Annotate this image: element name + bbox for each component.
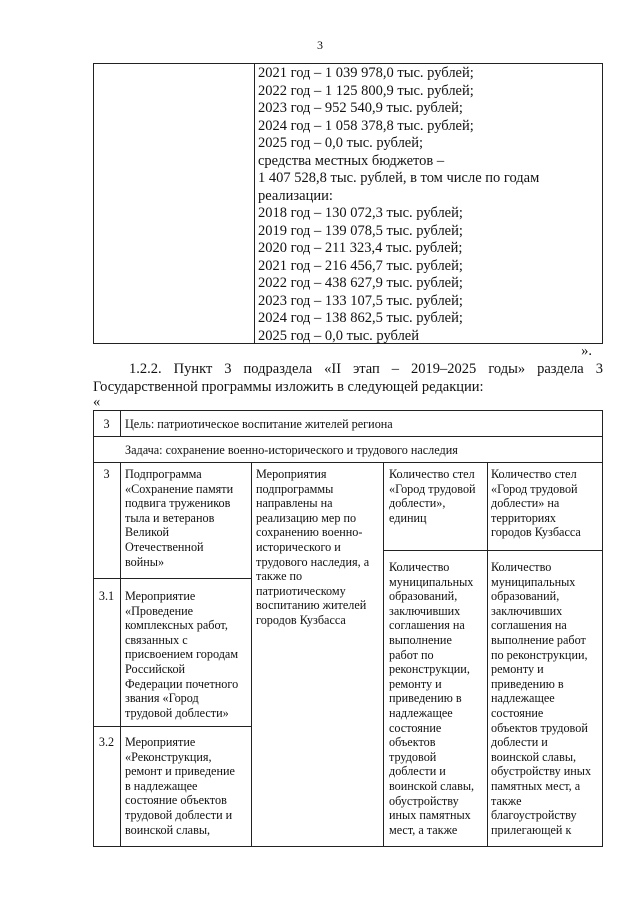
cell-line: прилегающей к [491, 822, 572, 837]
cell-line: приведению в [491, 676, 564, 691]
cell-line: Федерации почетного [125, 676, 239, 691]
program-table [93, 410, 603, 847]
cell-line: Количество [389, 560, 450, 574]
funding-lines [258, 65, 598, 345]
cell-line: войны» [125, 554, 165, 569]
cell-line: доблести», [389, 496, 446, 511]
funding-line: 2018 год – 130 072,3 тыс. рублей; [258, 205, 463, 221]
cell-line: муниципальных [389, 574, 474, 589]
paragraph-line-1: 1.2.2. Пункт 3 подраздела «II этап – 2019–2025 годы» раздела 3 [129, 361, 603, 377]
cell-line: соглашения на [491, 618, 567, 633]
cell-line: памятных мест, а [491, 778, 581, 793]
cell-line: комплексных работ, [125, 618, 228, 633]
cell-line: Мероприятие [125, 589, 196, 603]
cell-line: реконструкции, [389, 662, 470, 677]
cell-line: подпрограммы [256, 481, 334, 496]
goal-number: 3 [103, 417, 110, 431]
cell-line: трудовой доблести» [125, 705, 229, 720]
funding-line: 2022 год – 438 627,9 тыс. рублей; [258, 275, 463, 291]
page-number: 3 [317, 38, 323, 52]
cell-line: тыла и ветеранов [125, 510, 215, 525]
cell-line: Российской [125, 661, 186, 676]
cell-line: городов Кузбасса [256, 612, 346, 627]
funding-line: средства местных бюджетов – [258, 152, 445, 169]
closing-quote: ». [581, 343, 592, 359]
cell-line: состояние [389, 720, 442, 735]
funding-line: 2019 год – 139 078,5 тыс. рублей; [258, 222, 463, 239]
cell-line: состояние объектов [125, 793, 227, 808]
cell-line: обустройству иных [491, 764, 592, 779]
cell-line: Мероприятие [125, 735, 196, 749]
cell-line: Отечественной [125, 539, 204, 554]
amendment-paragraph [93, 361, 603, 396]
indicator-stelae-count [389, 467, 486, 525]
cell-line: подвига тружеников [125, 496, 231, 511]
cell-line: воинской славы, [389, 778, 475, 793]
cell-line: заключивших [491, 603, 563, 618]
cell-line: также по [256, 569, 303, 584]
task-text: Задача: сохранение военно-исторического и трудового наследия [125, 443, 458, 457]
cell-line: в надлежащее [125, 778, 198, 793]
cell-line: ремонт и приведение [125, 764, 235, 779]
cell-line: «Реконструкция, [125, 749, 212, 764]
indicator-municipalities [389, 560, 486, 837]
top-table-fragment [93, 63, 603, 344]
cell-line: трудового наследия, а [256, 554, 370, 569]
cell-line: «Город трудовой [491, 481, 578, 496]
funding-line: 2025 год – 0,0 тыс. рублей; [258, 135, 424, 151]
cell-line: объектов трудовой [491, 720, 588, 735]
cell-line: благоустройству [491, 808, 577, 823]
cell-line: приведению в [389, 691, 462, 706]
cell-line: направлены на [256, 496, 333, 511]
opening-quote: « [93, 394, 101, 410]
cell-line: сохранению военно- [256, 525, 363, 540]
measure-3-2-text [125, 735, 250, 837]
cell-line: присвоением городам [125, 647, 239, 662]
funding-line: 2020 год – 211 323,4 тыс. рублей; [258, 240, 463, 256]
cell-line: Количество [491, 560, 552, 574]
funding-line: 2022 год – 1 125 800,9 тыс. рублей; [258, 82, 474, 99]
cell-line: «Сохранение памяти [125, 481, 234, 496]
cell-line: единиц [389, 510, 427, 525]
cell-line: обустройству [389, 793, 459, 808]
funding-line: реализации: [258, 187, 333, 204]
cell-line: образований, [491, 589, 560, 604]
cell-line: воинской славы, [491, 749, 577, 764]
cell-line: ремонту и [389, 676, 442, 691]
subprogram-number: 3 [103, 467, 110, 481]
cell-line: доблести и [389, 764, 446, 779]
goal-text: Цель: патриотическое воспитание жителей региона [125, 417, 393, 431]
cell-line: заключивших [389, 603, 461, 618]
measures-description [256, 467, 382, 628]
indicator-stelae-territories [491, 467, 601, 540]
cell-line: реализацию мер по [256, 510, 357, 525]
cell-line: территориях [491, 510, 557, 525]
cell-line: Великой [125, 525, 170, 540]
cell-line: городов Кузбасса [491, 525, 581, 540]
funding-line: 2021 год – 1 039 978,0 тыс. рублей; [258, 65, 474, 81]
funding-line: 2023 год – 952 540,9 тыс. рублей; [258, 100, 463, 116]
cell-line: патриотическому [256, 583, 346, 598]
cell-line: мест, а также [389, 822, 458, 837]
cell-line: работ по [389, 647, 434, 662]
indicator-municipalities-territories [491, 560, 601, 837]
cell-line: ремонту и [491, 662, 544, 677]
funding-line: 2024 год – 1 058 378,8 тыс. рублей; [258, 117, 474, 134]
cell-line: связанных с [125, 632, 188, 647]
cell-line: Мероприятия [256, 467, 327, 481]
cell-line: выполнение [389, 632, 452, 647]
paragraph-line-2: Государственной программы изложить в следующей редакции: [93, 378, 484, 395]
measure-3-1-number: 3.1 [98, 589, 115, 603]
cell-line: муниципальных [491, 574, 576, 589]
cell-line: исторического и [256, 539, 341, 554]
cell-line: образований, [389, 589, 458, 604]
funding-line: 2023 год – 133 107,5 тыс. рублей; [258, 292, 463, 309]
cell-line: надлежащее [491, 691, 555, 706]
cell-line: «Город трудовой [389, 481, 476, 496]
cell-line: объектов [389, 735, 436, 750]
funding-line: 2025 год – 0,0 тыс. рублей [258, 327, 420, 344]
cell-line: надлежащее [389, 705, 453, 720]
cell-line: состояние [491, 705, 544, 720]
cell-line: доблести» на [491, 496, 560, 511]
cell-line: доблести и [491, 735, 548, 750]
cell-line: звания «Город [125, 691, 199, 706]
cell-line: Количество стел [491, 467, 577, 481]
funding-line: 2024 год – 138 862,5 тыс. рублей; [258, 310, 463, 326]
cell-line: Количество стел [389, 467, 475, 481]
funding-line: 1 407 528,8 тыс. рублей, в том числе по годам [258, 170, 540, 186]
cell-line: трудовой [389, 749, 437, 764]
cell-line: по реконструкции, [491, 647, 588, 662]
cell-line: также [491, 793, 522, 808]
measure-3-1-text [125, 589, 250, 720]
cell-line: трудовой доблести и [125, 807, 233, 822]
funding-line: 2021 год – 216 456,7 тыс. рублей; [258, 257, 463, 274]
cell-line: выполнение работ [491, 632, 586, 647]
measure-3-2-number: 3.2 [98, 735, 115, 749]
cell-line: воспитанию жителей [256, 598, 367, 613]
top-table-divider [254, 64, 255, 343]
cell-line: иных памятных [389, 808, 471, 823]
cell-line: Подпрограмма [125, 467, 202, 481]
subprogram-name [125, 467, 250, 569]
cell-line: воинской славы, [125, 822, 211, 837]
cell-line: «Проведение [125, 603, 194, 618]
cell-line: соглашения на [389, 618, 465, 633]
